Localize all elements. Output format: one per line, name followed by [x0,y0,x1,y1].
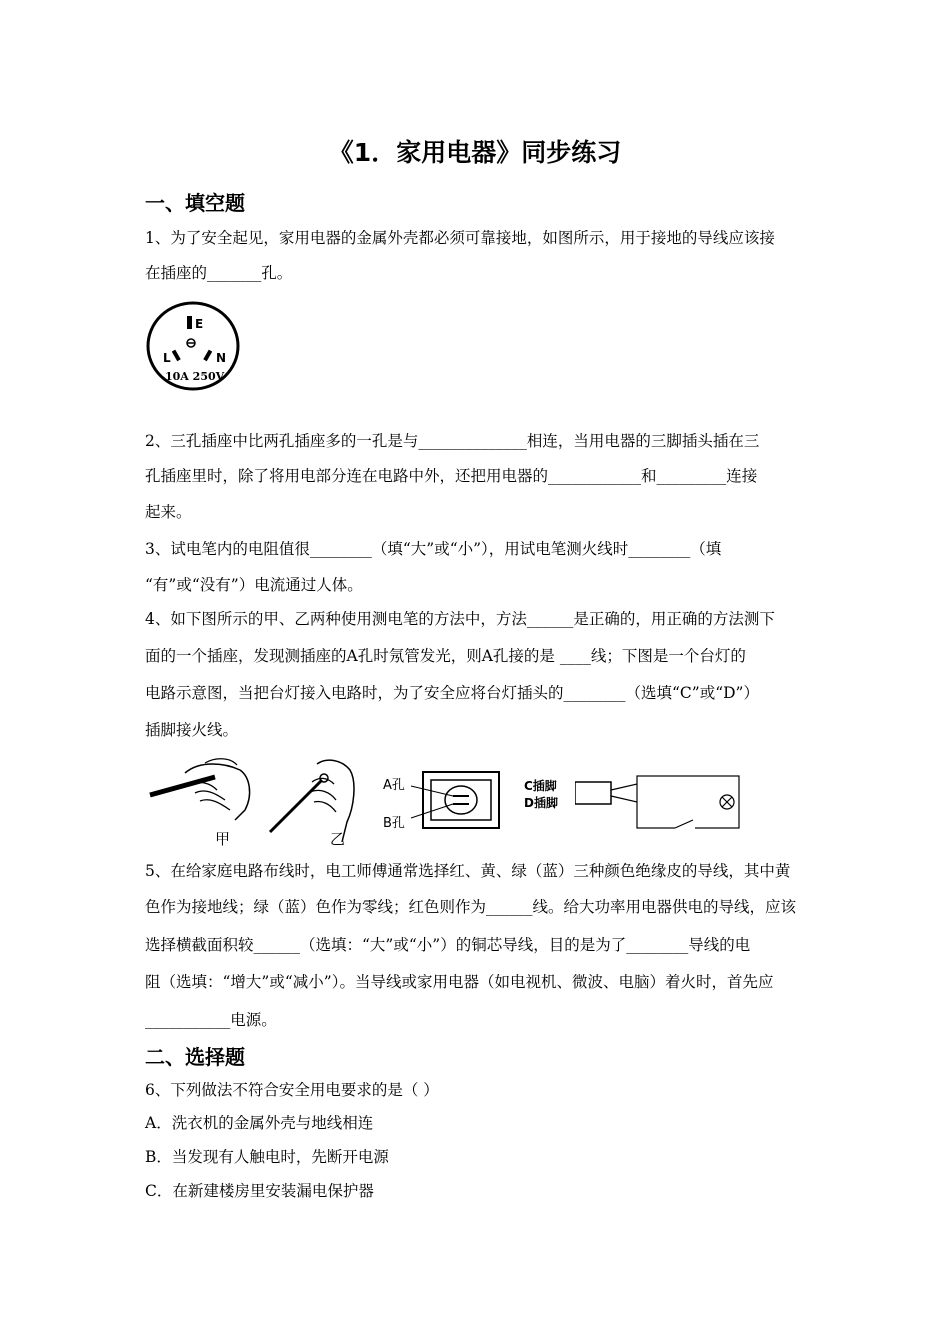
q1-line-2: 在插座的_______孔。 [145,264,293,282]
label-c-pin: C插脚 [524,779,557,793]
q4-line-2: 面的一个插座，发现测插座的A孔时氖管发光，则A孔接的是 ____线；下图是一个台灯的 [145,647,746,665]
q2-line-2: 孔插座里时，除了将用电部分连在电路中外，还把用电器的____________和_________连接 [145,467,758,485]
q4-line-4: 插脚接火线。 [145,721,239,739]
q4-line-1: 4、如下图所示的甲、乙两种使用测电笔的方法中，方法______是正确的，用正确的方法测下 [145,610,775,628]
caption-jia: 甲 [215,830,231,848]
q5-line-2: 色作为接地线；绿（蓝）色作为零线；红色则作为______线。给大功率用电器供电的导线，应该 [145,898,797,916]
q2-line-3: 起来。 [145,503,192,521]
q6-stem: 6、下列做法不符合安全用电要求的是（ ） [145,1081,439,1099]
socket-label-n: N [216,351,227,365]
q5-line-5: ___________电源。 [145,1011,277,1029]
q5-line-1: 5、在给家庭电路布线时，电工师傅通常选择红、黄、绿（蓝）三种颜色绝缘皮的导线，其中黄 [145,862,791,880]
lamp-circuit-figure [575,770,745,832]
socket-rating: 10A 250V [165,370,225,383]
q3-line-1: 3、试电笔内的电阻值很________（填“大”或“小”），用试电笔测火线时________（填 [145,540,722,558]
section-heading-fill: 一、填空题 [145,191,245,215]
label-a-hole: A孔 [383,778,405,793]
q5-line-3: 选择横截面积较______（选填：“大”或“小”）的铜芯导线，目的是为了________导线的电 [145,936,751,954]
page-title: 《1．家用电器》同步练习 [328,138,622,167]
socket-label-e: E [195,317,204,331]
q4-line-3: 电路示意图，当把台灯接入电路时，为了安全应将台灯插头的________（选填“C”或“D”） [145,684,759,702]
q3-line-2: “有”或“没有”）电流通过人体。 [145,576,363,594]
socket-label-l: L [163,351,171,365]
q6-option-c: C．在新建楼房里安装漏电保护器 [145,1182,374,1200]
q6-option-b: B．当发现有人触电时，先断开电源 [145,1148,389,1166]
tester-method-yi-figure [262,752,362,847]
q6-option-a: A．洗衣机的金属外壳与地线相连 [145,1114,374,1132]
section-heading-choice: 二、选择题 [145,1045,245,1069]
q1-line-1: 1、为了安全起见，家用电器的金属外壳都必须可靠接地，如图所示，用于接地的导线应该接 [145,229,775,247]
caption-yi: 乙 [330,830,346,848]
tester-method-jia-figure [145,755,260,845]
socket-diagram [145,300,243,392]
label-b-hole: B孔 [383,816,405,831]
q5-line-4: 阻（选填：“增大”或“减小”）。当导线或家用电器（如电视机、微波、电脑）着火时，首先应 [145,973,774,991]
label-d-pin: D插脚 [524,796,558,810]
q2-line-1: 2、三孔插座中比两孔插座多的一孔是与______________相连，当用电器的三脚插头插在三 [145,432,760,450]
